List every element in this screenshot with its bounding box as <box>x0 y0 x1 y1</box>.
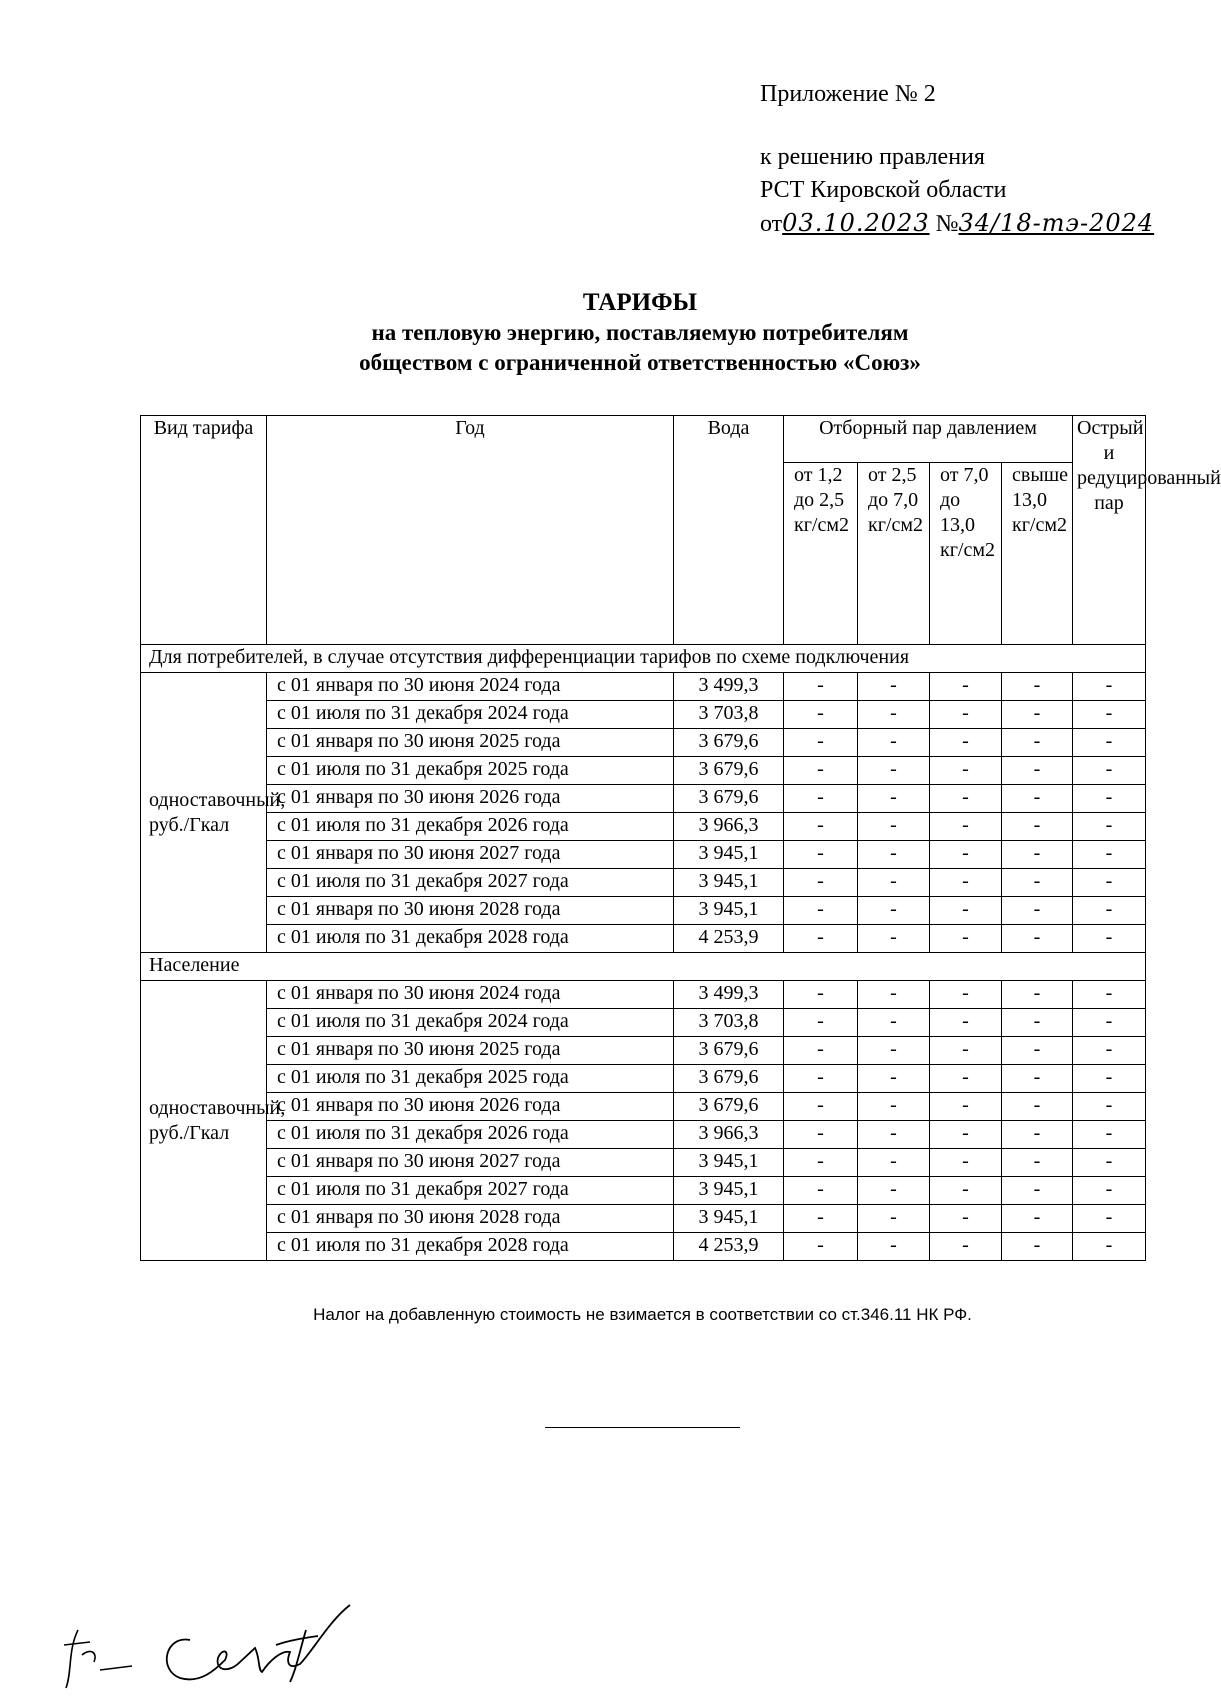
water-value-cell: 3 945,1 <box>674 1205 784 1233</box>
table-row <box>141 701 1146 729</box>
header-kind: Вид тарифа <box>141 416 267 645</box>
steam-3-cell: - <box>930 1065 1002 1093</box>
steam-2-cell: - <box>858 729 930 757</box>
table-row <box>141 1177 1146 1205</box>
steam-3-cell: - <box>930 701 1002 729</box>
steam-1-cell: - <box>784 1065 858 1093</box>
steam-3-cell: - <box>930 869 1002 897</box>
water-value-cell: 3 945,1 <box>674 1177 784 1205</box>
sharp-steam-cell: - <box>1073 1177 1146 1205</box>
vat-note: Налог на добавленную стоимость не взимается в соответствии со ст.346.11 НК РФ. <box>313 1305 972 1324</box>
period-cell: с 01 июля по 31 декабря 2024 года <box>267 1009 674 1037</box>
table-row <box>141 673 1146 701</box>
steam-2-cell: - <box>858 869 930 897</box>
steam-4-cell: - <box>1002 729 1073 757</box>
steam-2-cell: - <box>858 1121 930 1149</box>
sharp-steam-cell: - <box>1073 757 1146 785</box>
decision-number: 34/18-тэ-2024 <box>958 209 1155 237</box>
period-cell: с 01 июля по 31 декабря 2028 года <box>267 1233 674 1261</box>
from-label: от <box>760 211 783 237</box>
number-label: № <box>935 211 959 237</box>
steam-3-cell: - <box>930 897 1002 925</box>
steam-2-cell: - <box>858 701 930 729</box>
sharp-steam-cell: - <box>1073 925 1146 953</box>
steam-3-cell: - <box>930 729 1002 757</box>
period-cell: с 01 июля по 31 декабря 2025 года <box>267 757 674 785</box>
steam-3-cell: - <box>930 841 1002 869</box>
header-steam-2: от 2,5 до 7,0 кг/см2 <box>858 462 930 644</box>
table-row <box>141 1065 1146 1093</box>
steam-3-cell: - <box>930 1037 1002 1065</box>
steam-1-cell: - <box>784 841 858 869</box>
steam-4-cell: - <box>1002 841 1073 869</box>
header-steam-3: от 7,0 до 13,0 кг/см2 <box>930 462 1002 644</box>
sharp-steam-cell: - <box>1073 673 1146 701</box>
table-row <box>141 1149 1146 1177</box>
water-value-cell: 3 499,3 <box>674 673 784 701</box>
table-row <box>141 981 1146 1009</box>
sharp-steam-cell: - <box>1073 1037 1146 1065</box>
sharp-steam-cell: - <box>1073 1149 1146 1177</box>
table-row <box>141 1009 1146 1037</box>
steam-4-cell: - <box>1002 673 1073 701</box>
title-line-2: на тепловую энергию, поставляемую потребителям <box>371 320 909 345</box>
water-value-cell: 4 253,9 <box>674 925 784 953</box>
steam-4-cell: - <box>1002 1093 1073 1121</box>
document-title <box>140 288 1140 378</box>
water-value-cell: 3 966,3 <box>674 813 784 841</box>
tariff-kind-cell: одноставочный, руб./Гкал <box>141 673 267 953</box>
table-row <box>141 1093 1146 1121</box>
steam-2-cell: - <box>858 1177 930 1205</box>
steam-1-cell: - <box>784 1121 858 1149</box>
steam-4-cell: - <box>1002 1149 1073 1177</box>
steam-2-cell: - <box>858 1093 930 1121</box>
steam-1-cell: - <box>784 757 858 785</box>
header-steam-1: от 1,2 до 2,5 кг/см2 <box>784 462 858 644</box>
appendix-number: Приложение № 2 <box>760 81 936 107</box>
steam-2-cell: - <box>858 1009 930 1037</box>
closing-rule <box>545 1427 740 1428</box>
steam-2-cell: - <box>858 841 930 869</box>
steam-1-cell: - <box>784 673 858 701</box>
table-row <box>141 813 1146 841</box>
period-cell: с 01 июля по 31 декабря 2027 года <box>267 1177 674 1205</box>
tariff-kind-cell: одноставочный, руб./Гкал <box>141 981 267 1261</box>
period-cell: с 01 января по 30 июня 2028 года <box>267 1205 674 1233</box>
sharp-steam-cell: - <box>1073 1065 1146 1093</box>
steam-1-cell: - <box>784 701 858 729</box>
steam-2-cell: - <box>858 897 930 925</box>
water-value-cell: 3 945,1 <box>674 841 784 869</box>
steam-3-cell: - <box>930 813 1002 841</box>
header-steam-4: свыше 13,0 кг/см2 <box>1002 462 1073 644</box>
steam-4-cell: - <box>1002 757 1073 785</box>
period-cell: с 01 июля по 31 декабря 2028 года <box>267 925 674 953</box>
table-row <box>141 757 1146 785</box>
period-cell: с 01 июля по 31 декабря 2026 года <box>267 1121 674 1149</box>
header-steam-group: Отборный пар давлением <box>784 416 1073 463</box>
water-value-cell: 3 966,3 <box>674 1121 784 1149</box>
steam-4-cell: - <box>1002 785 1073 813</box>
steam-3-cell: - <box>930 1149 1002 1177</box>
sharp-steam-cell: - <box>1073 841 1146 869</box>
steam-1-cell: - <box>784 1233 858 1261</box>
table-row <box>141 1121 1146 1149</box>
period-cell: с 01 января по 30 июня 2028 года <box>267 897 674 925</box>
water-value-cell: 3 945,1 <box>674 1149 784 1177</box>
water-value-cell: 3 679,6 <box>674 757 784 785</box>
steam-3-cell: - <box>930 1009 1002 1037</box>
period-cell: с 01 января по 30 июня 2024 года <box>267 981 674 1009</box>
steam-2-cell: - <box>858 757 930 785</box>
steam-3-cell: - <box>930 673 1002 701</box>
sharp-steam-cell: - <box>1073 785 1146 813</box>
water-value-cell: 3 679,6 <box>674 1037 784 1065</box>
table-row <box>141 1205 1146 1233</box>
sharp-steam-cell: - <box>1073 729 1146 757</box>
water-value-cell: 3 679,6 <box>674 729 784 757</box>
steam-4-cell: - <box>1002 897 1073 925</box>
steam-2-cell: - <box>858 673 930 701</box>
decision-reference <box>760 207 1154 241</box>
steam-2-cell: - <box>858 1233 930 1261</box>
steam-1-cell: - <box>784 1149 858 1177</box>
water-value-cell: 3 703,8 <box>674 1009 784 1037</box>
table-header <box>141 416 1221 645</box>
steam-3-cell: - <box>930 925 1002 953</box>
sharp-steam-cell: - <box>1073 1233 1146 1261</box>
steam-2-cell: - <box>858 785 930 813</box>
steam-4-cell: - <box>1002 1233 1073 1261</box>
header-year: Год <box>267 416 674 645</box>
steam-4-cell: - <box>1002 925 1073 953</box>
steam-1-cell: - <box>784 925 858 953</box>
steam-1-cell: - <box>784 1009 858 1037</box>
period-cell: с 01 июля по 31 декабря 2027 года <box>267 869 674 897</box>
steam-3-cell: - <box>930 785 1002 813</box>
steam-3-cell: - <box>930 1205 1002 1233</box>
steam-1-cell: - <box>784 813 858 841</box>
title-main: ТАРИФЫ <box>582 289 698 316</box>
sharp-steam-cell: - <box>1073 1205 1146 1233</box>
steam-2-cell: - <box>858 925 930 953</box>
period-cell: с 01 января по 30 июня 2024 года <box>267 673 674 701</box>
steam-4-cell: - <box>1002 1065 1073 1093</box>
table-row <box>141 925 1146 953</box>
steam-1-cell: - <box>784 1177 858 1205</box>
period-cell: с 01 июля по 31 декабря 2026 года <box>267 813 674 841</box>
appendix-block <box>760 78 1154 241</box>
section-label: Население <box>141 953 1146 981</box>
table-body <box>141 645 1146 1261</box>
steam-4-cell: - <box>1002 813 1073 841</box>
sharp-steam-cell: - <box>1073 701 1146 729</box>
steam-3-cell: - <box>930 757 1002 785</box>
water-value-cell: 3 945,1 <box>674 897 784 925</box>
water-value-cell: 3 679,6 <box>674 1065 784 1093</box>
steam-4-cell: - <box>1002 1009 1073 1037</box>
water-value-cell: 3 945,1 <box>674 869 784 897</box>
water-value-cell: 3 679,6 <box>674 785 784 813</box>
steam-1-cell: - <box>784 1205 858 1233</box>
decision-line-1: к решению правления <box>760 144 985 170</box>
steam-4-cell: - <box>1002 1037 1073 1065</box>
table-row <box>141 869 1146 897</box>
title-line-3: обществом с ограниченной ответственностью «Союз» <box>359 350 921 375</box>
steam-2-cell: - <box>858 981 930 1009</box>
steam-1-cell: - <box>784 1093 858 1121</box>
period-cell: с 01 января по 30 июня 2027 года <box>267 841 674 869</box>
steam-3-cell: - <box>930 1177 1002 1205</box>
decision-date: 03.10.2023 <box>782 209 930 237</box>
steam-3-cell: - <box>930 1233 1002 1261</box>
table-row <box>141 841 1146 869</box>
header-sharp-steam: Острый и редуцированный пар <box>1073 416 1146 645</box>
decision-line-2: РСТ Кировской области <box>760 177 1007 203</box>
section-row <box>141 645 1146 673</box>
steam-1-cell: - <box>784 729 858 757</box>
steam-1-cell: - <box>784 981 858 1009</box>
period-cell: с 01 января по 30 июня 2025 года <box>267 729 674 757</box>
steam-2-cell: - <box>858 1205 930 1233</box>
steam-4-cell: - <box>1002 1177 1073 1205</box>
steam-4-cell: - <box>1002 981 1073 1009</box>
steam-1-cell: - <box>784 897 858 925</box>
section-row <box>141 953 1146 981</box>
water-value-cell: 4 253,9 <box>674 1233 784 1261</box>
sharp-steam-cell: - <box>1073 1009 1146 1037</box>
water-value-cell: 3 679,6 <box>674 1093 784 1121</box>
steam-3-cell: - <box>930 1121 1002 1149</box>
steam-3-cell: - <box>930 1093 1002 1121</box>
header-water: Вода <box>674 416 784 645</box>
table-row <box>141 1037 1146 1065</box>
table-row <box>141 729 1146 757</box>
steam-2-cell: - <box>858 1037 930 1065</box>
section-label: Для потребителей, в случае отсутствия дифференциации тарифов по схеме подключения <box>141 645 1146 673</box>
table-row <box>141 1233 1146 1261</box>
steam-1-cell: - <box>784 869 858 897</box>
water-value-cell: 3 499,3 <box>674 981 784 1009</box>
table-row <box>141 897 1146 925</box>
period-cell: с 01 июля по 31 декабря 2024 года <box>267 701 674 729</box>
steam-1-cell: - <box>784 1037 858 1065</box>
steam-1-cell: - <box>784 785 858 813</box>
steam-3-cell: - <box>930 981 1002 1009</box>
water-value-cell: 3 703,8 <box>674 701 784 729</box>
steam-2-cell: - <box>858 813 930 841</box>
period-cell: с 01 января по 30 июня 2027 года <box>267 1149 674 1177</box>
steam-4-cell: - <box>1002 869 1073 897</box>
steam-4-cell: - <box>1002 1121 1073 1149</box>
handwritten-signature <box>50 1600 370 1690</box>
tariff-table <box>140 415 1221 1261</box>
steam-2-cell: - <box>858 1065 930 1093</box>
steam-2-cell: - <box>858 1149 930 1177</box>
sharp-steam-cell: - <box>1073 869 1146 897</box>
sharp-steam-cell: - <box>1073 813 1146 841</box>
steam-4-cell: - <box>1002 1205 1073 1233</box>
period-cell: с 01 июля по 31 декабря 2025 года <box>267 1065 674 1093</box>
period-cell: с 01 января по 30 июня 2026 года <box>267 785 674 813</box>
sharp-steam-cell: - <box>1073 1121 1146 1149</box>
sharp-steam-cell: - <box>1073 1093 1146 1121</box>
sharp-steam-cell: - <box>1073 981 1146 1009</box>
period-cell: с 01 января по 30 июня 2026 года <box>267 1093 674 1121</box>
table-row <box>141 785 1146 813</box>
sharp-steam-cell: - <box>1073 897 1146 925</box>
period-cell: с 01 января по 30 июня 2025 года <box>267 1037 674 1065</box>
steam-4-cell: - <box>1002 701 1073 729</box>
